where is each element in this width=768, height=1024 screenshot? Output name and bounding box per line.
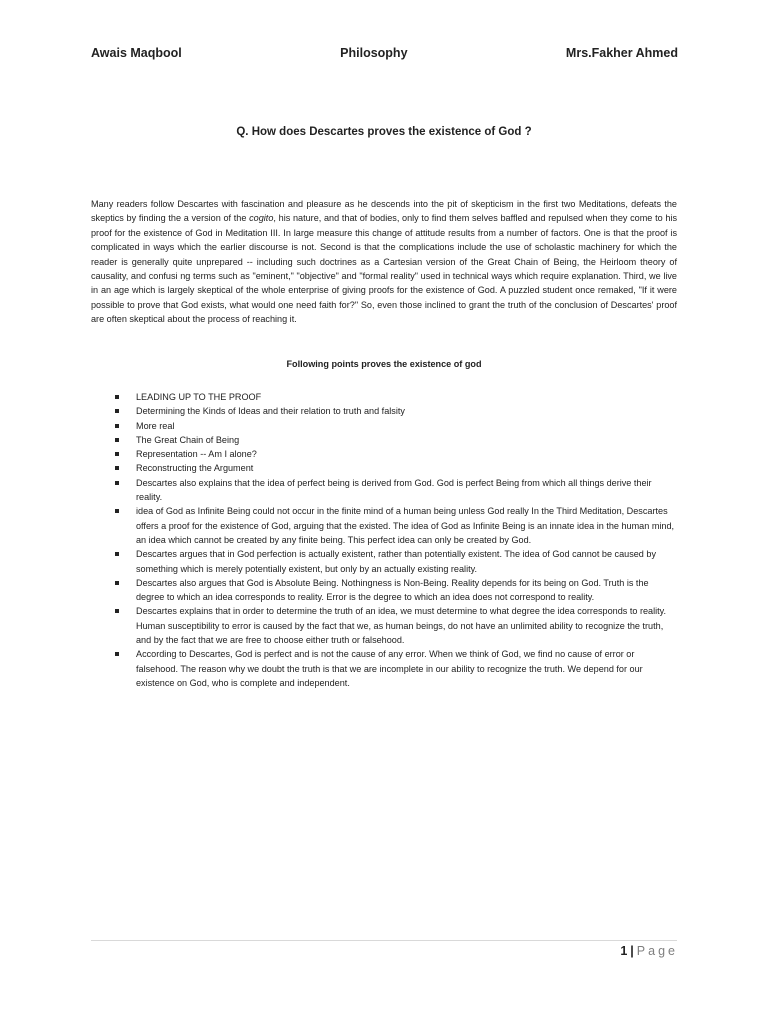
page-footer (620, 944, 678, 958)
list-item-text: Descartes also argues that God is Absolute Being. Nothingness is Non-Being. Reality depends for its being on God. Truth is the degree to which an idea corresponds to reality. Error is the degree to which an idea does not correspond to reality. (136, 577, 649, 603)
list-item-text: The Great Chain of Being (136, 434, 240, 445)
list-item (91, 547, 677, 576)
list-item (91, 576, 677, 605)
intro-paragraph (91, 197, 677, 327)
bullet-icon (115, 609, 119, 613)
bullet-icon (115, 424, 119, 428)
list-item (91, 419, 677, 433)
list-item-text: Determining the Kinds of Ideas and their relation to truth and falsity (136, 406, 405, 417)
list-item (91, 447, 677, 461)
list-item-text: Descartes also explains that the idea of perfect being is derived from God. God is perfect Being from which all things derive their reality. (136, 477, 652, 503)
list-item (91, 504, 677, 547)
bullet-icon (115, 481, 119, 485)
bullet-icon (115, 395, 119, 399)
bullet-icon (115, 438, 119, 442)
points-list (91, 390, 677, 690)
intro-text-1: Many readers follow Descartes with fascination and pleasure as he descends into the pit of skepticism in the first two Meditations, defeats the skeptics by finding the a version of the (91, 199, 677, 224)
page-separator: | (630, 944, 634, 958)
bullet-icon (115, 452, 119, 456)
list-item (91, 461, 677, 475)
points-heading: Following points proves the existence of god (286, 359, 482, 369)
intro-text-2: , his nature, and that of bodies, only to find them selves baffled and repulsed when they come to his proof for the existence of God in Meditation III. In large measure this change of attitude results from a number of factors. One is that the proof is complicated in ways which the earlier discourse is not. Second is that the complications include the use of scholastic machinery for which the reader is generally quite unprepared -- including such doctrines as a Cartesian version of the Great Chain of Being, the Heirloom theory of causality, and confusi ng terms such as "eminent," "objective" and "formal reality" used in technical ways which require explanation. Third, we live in an age which is largely skeptical of the whole enterprise of giving proofs for the existence of God. A puzzled student once remaked, "If it were possible to prove that God exists, what would one need faith for?" So, even those inclined to grant the truth of the conclusion of Descartes' proof are often skeptical about the process of reaching it. (91, 213, 677, 325)
subject-name: Philosophy (340, 46, 408, 60)
list-item (91, 647, 677, 690)
bullet-icon (115, 552, 119, 556)
list-item (91, 604, 677, 647)
list-item-text: Reconstructing the Argument (136, 463, 254, 474)
question-title: Q. How does Descartes proves the existence of God ? (236, 126, 532, 138)
bullet-icon (115, 652, 119, 656)
author-name: Awais Maqbool (91, 46, 182, 60)
list-item (91, 390, 677, 404)
footer-divider (91, 940, 677, 941)
bullet-icon (115, 409, 119, 413)
list-item-text: LEADING UP TO THE PROOF (136, 392, 262, 402)
bullet-icon (115, 581, 119, 585)
list-item-text: According to Descartes, God is perfect and is not the cause of any error. When we think of God, we find no cause of error or falsehood. The reason why we doubt the truth is that we are incomplete in our ability to recognize the truth. We depend for our existence on God, who is complete and independent. (136, 649, 643, 688)
list-item (91, 404, 677, 418)
list-item-text: Representation -- Am I alone? (136, 449, 257, 460)
list-item-text: Descartes explains that in order to determine the truth of an idea, we must determine to what degree the idea corresponds to reality. Human susceptibility to error is caused by the fact that we, as human beings, do not have an unlimited ability to recognize the truth, and by the fact that we are free to choose either truth or falsehood. (136, 606, 667, 646)
list-item-text: Descartes argues that in God perfection is actually existent, rather than potentially existent. The idea of God cannot be caused by something which is merely potentially existent, but only by an actually existing reality. (136, 549, 656, 574)
page-header (91, 46, 678, 60)
bullet-icon (115, 509, 119, 513)
list-item-text: More real (136, 420, 175, 431)
teacher-name: Mrs.Fakher Ahmed (565, 46, 678, 60)
list-item-text: idea of God as Infinite Being could not occur in the finite mind of a human being unless God really In the Third Meditation, Descartes offers a proof for the existence of God, arguing that the existed. The idea of God as Infinite Being is an innate idea in the human mind, an idea which cannot be created by any finite being. This perfect idea can only be created by God. (136, 506, 675, 545)
list-item (91, 476, 677, 505)
bullet-icon (115, 466, 119, 470)
list-item (91, 433, 677, 447)
intro-cogito: cogito (249, 213, 274, 224)
page-number: 1 (620, 944, 628, 958)
page-word: Page (636, 944, 678, 958)
